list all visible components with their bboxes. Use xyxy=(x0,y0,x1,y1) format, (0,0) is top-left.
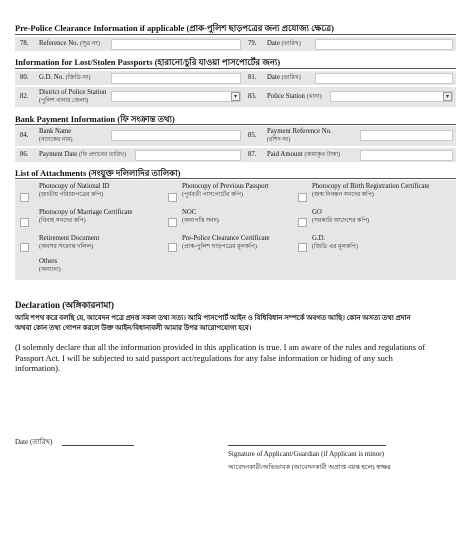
lost-title-en: Information for Lost/Stolen Passports xyxy=(15,57,153,67)
attachments-panel xyxy=(15,180,456,280)
declaration-text-en xyxy=(15,342,425,374)
chevron-down-icon[interactable]: ▾ xyxy=(443,92,452,101)
declaration-en-line: (I solemnly declare that all the information provided in this application is true. I am aware of the rules and regulations of xyxy=(15,342,426,352)
attachment-marriage-certificate: Photocopy of Marriage Certificate (বিবাহ সনদের কপি) xyxy=(39,209,133,224)
declaration-title-en: Declaration xyxy=(15,300,60,310)
field-number: 87. xyxy=(248,151,257,158)
previous-passport-checkbox[interactable] xyxy=(168,193,177,202)
declaration-en-line: information). xyxy=(15,363,61,373)
lost-title-bn: (হারানো/চুরি যাওয়া পাসপোর্টের জন্য) xyxy=(154,57,281,67)
police-station-label: Police Station (থানা) xyxy=(267,93,322,100)
preclearance-title-bn: (প্রাক-পুলিশ ছাড়পত্রের জন্য প্রযোজ্য ক্ষেত্রে) xyxy=(186,23,334,33)
attachment-noc: NOC (অনাপত্তি সনদ) xyxy=(182,209,219,224)
field-number: 81. xyxy=(248,74,257,81)
field-number: 84. xyxy=(20,132,29,139)
preclearance-date-field[interactable] xyxy=(315,39,453,50)
date-input-line[interactable] xyxy=(62,445,134,446)
retirement-document-checkbox[interactable] xyxy=(20,243,29,252)
police-station-select[interactable] xyxy=(330,91,453,102)
field-number: 85. xyxy=(248,132,257,139)
gd-checkbox[interactable] xyxy=(298,243,307,252)
reference-no-label: Reference No. (সূত্র নং) xyxy=(39,40,100,47)
bank-name-field[interactable] xyxy=(111,130,241,141)
declaration-bn-line: আমি শপথ করে বলছি যে, আবেদন পত্রে প্রদত্ত সকল তথ্য সত্য। আমি পাসপোর্ট আইন ও বিধিবিধান সম্পর্কে অবগত আছি। কোন অসত্য তথ্য প্রদান xyxy=(15,314,411,322)
gd-date-field[interactable] xyxy=(315,73,453,84)
preclearance-certificate-checkbox[interactable] xyxy=(168,243,177,252)
field-number: 80. xyxy=(20,74,29,81)
payment-date-row xyxy=(15,148,456,162)
field-number: 82. xyxy=(20,93,29,100)
field-number: 86. xyxy=(20,151,29,158)
attachment-preclearance-certificate: Pre-Police Clearance Certificate (প্রাক-পুলিশ ছাড়পত্রের মূলকপি) xyxy=(182,235,270,250)
attachment-retirement-document: Retirement Document (অবসর সংক্রান্ত দলিল) xyxy=(39,235,100,250)
divider xyxy=(15,68,456,69)
divider xyxy=(15,124,456,125)
paid-amount-label: Paid Amount (জমাকৃত টাকা) xyxy=(267,151,340,158)
signature-label-bn: আবেদনকারী/অভিভাবক (আবেদনকারী অপ্রাপ্ত বয়স্ক হলে) স্বাক্ষর xyxy=(228,464,391,471)
preclearance-title-en: Pre-Police Clearance Information if applicable xyxy=(15,23,185,33)
attachment-national-id: Photocopy of National ID (জাতীয় পরিচয়পত্রের কপি) xyxy=(39,183,110,198)
payment-ref-label: Payment Reference No. (রশিদ নং) xyxy=(267,128,332,143)
declaration-en-line: Passport Act. I will be subjected to said passport act/regulations for any false information or hiding of any such xyxy=(15,352,393,363)
field-number: 83. xyxy=(248,93,257,100)
paid-amount-field[interactable] xyxy=(360,150,453,161)
bank-row xyxy=(15,126,456,146)
national-id-checkbox[interactable] xyxy=(20,193,29,202)
payment-date-label: Payment Date (ফি প্রদানের তারিখ) xyxy=(39,151,126,158)
chevron-down-icon[interactable]: ▾ xyxy=(231,92,240,101)
declaration-title-bn: (অঙ্গিকারনামা) xyxy=(62,300,115,310)
attachment-birth-certificate: Photocopy of Birth Registration Certificate (জন্ম নিবন্ধন সনদের কপি) xyxy=(312,183,430,198)
reference-no-field[interactable] xyxy=(111,39,241,50)
preclearance-date-label: Date (তারিখ) xyxy=(267,40,301,47)
district-label: District of Police Station (পুলিশ থানার জেলা) xyxy=(39,89,107,104)
bank-title-bn: (ফি সংক্রান্ত তথ্য) xyxy=(117,114,175,124)
field-number: 78. xyxy=(20,40,29,47)
declaration-text-bn xyxy=(15,313,411,333)
attachment-others: Others (অন্যান্য) xyxy=(39,258,61,273)
attachment-go: GO (সরকারি আদেশের কপি) xyxy=(312,209,370,224)
preclearance-row xyxy=(15,37,456,51)
signature-line[interactable] xyxy=(228,445,386,446)
divider xyxy=(15,178,456,179)
date-label: Date (তারিখ) xyxy=(15,438,53,446)
payment-date-field[interactable] xyxy=(135,150,241,161)
declaration-title xyxy=(15,298,114,313)
signature-label-en: Signature of Applicant/Guardian (if Applicant is minor) xyxy=(228,450,384,458)
police-station-row xyxy=(15,87,456,107)
birth-certificate-checkbox[interactable] xyxy=(298,193,307,202)
attachments-title-bn: (সংযুক্ত দলিলাদির তালিকা) xyxy=(88,168,181,178)
gd-no-field[interactable] xyxy=(111,73,241,84)
attachments-title-en: List of Attachments xyxy=(15,168,87,178)
gd-date-label: Date (তারিখ) xyxy=(267,74,301,81)
gd-row xyxy=(15,71,456,85)
bank-title-en: Bank Payment Information xyxy=(15,114,116,124)
noc-checkbox[interactable] xyxy=(168,218,177,227)
payment-ref-field[interactable] xyxy=(360,130,453,141)
go-checkbox[interactable] xyxy=(298,218,307,227)
marriage-certificate-checkbox[interactable] xyxy=(20,218,29,227)
attachment-previous-passport: Photocopy of Previous Passport (পূর্ববর্তী পাসপোর্টের কপি) xyxy=(182,183,269,198)
district-select[interactable] xyxy=(111,91,241,102)
field-number: 79. xyxy=(248,40,257,47)
declaration-bn-line: অথবা কোন তথ্য গোপন করলে উক্ত আইন/বিধানাবলী আমার উপর আরোপযোগ্য হবে। xyxy=(15,324,252,332)
attachment-gd: G.D. (জিডি এর মূলকপি) xyxy=(312,235,358,250)
bank-name-label: Bank Name (ব্যাংকের নাম) xyxy=(39,128,73,143)
gd-no-label: G.D. No. (জিডি নং) xyxy=(39,74,91,81)
divider xyxy=(15,34,456,35)
